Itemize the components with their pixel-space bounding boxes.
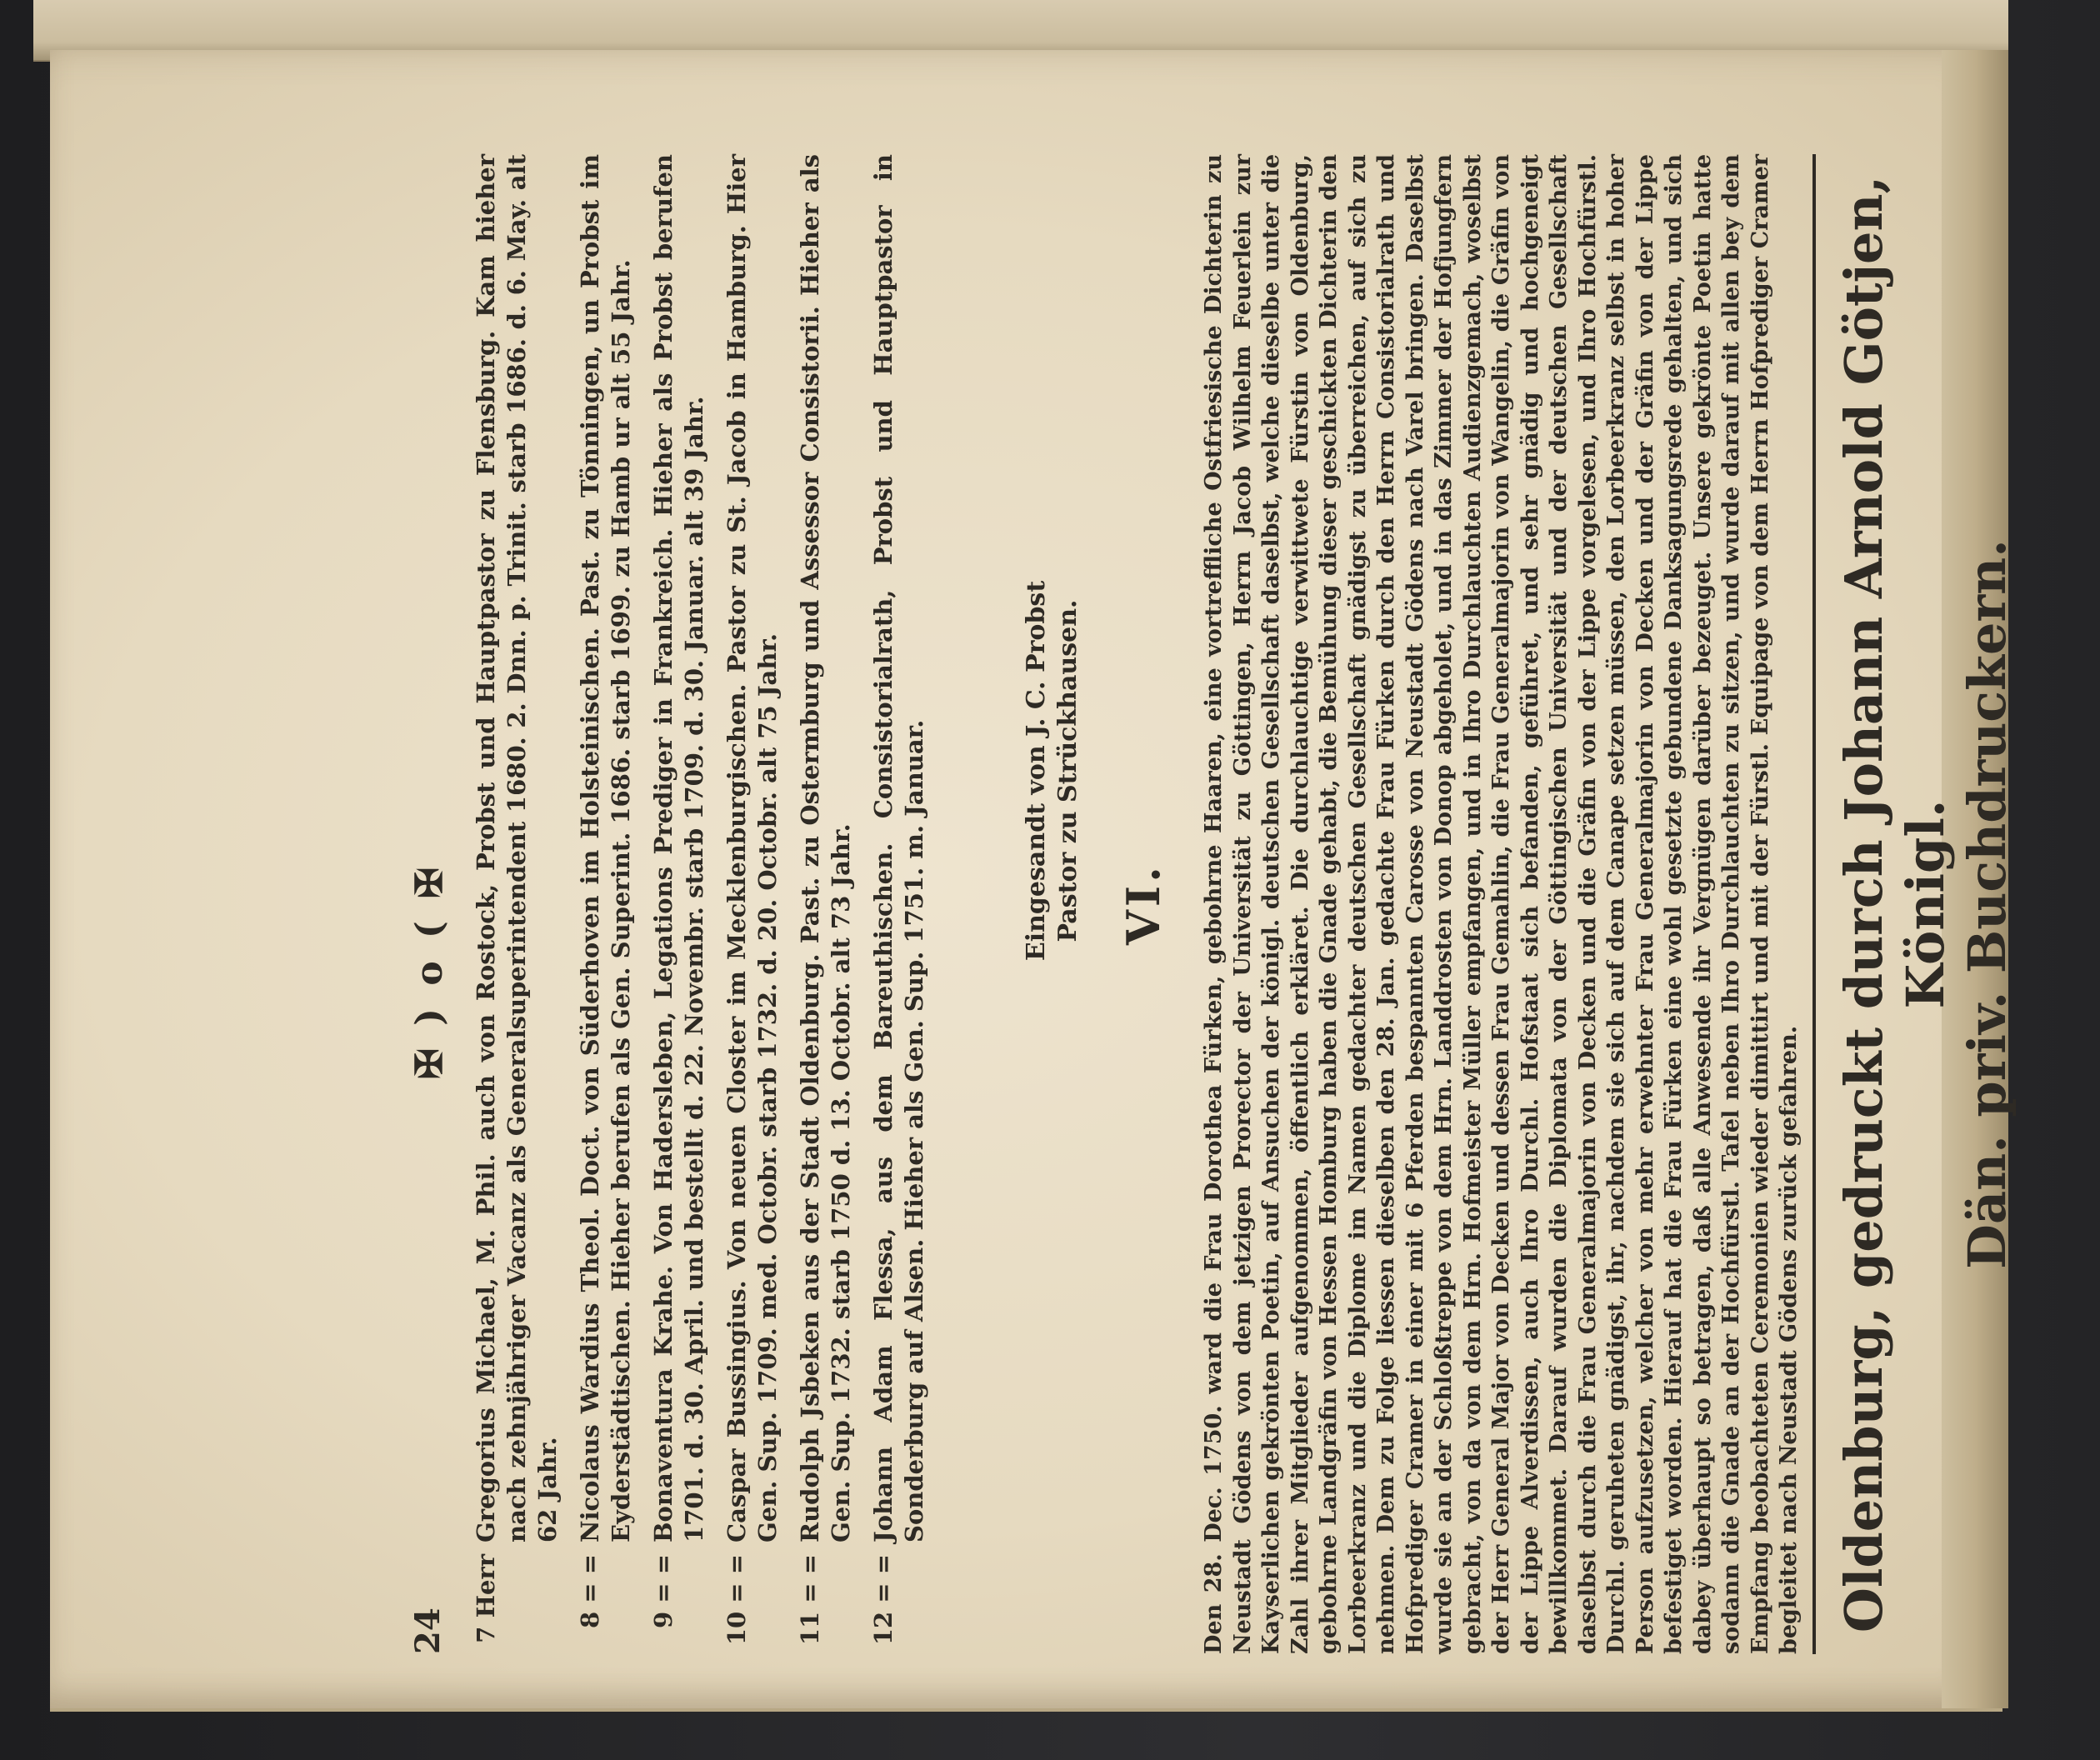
section-heading: VI.: [1117, 863, 1170, 945]
entry-number: 8 = =: [576, 1554, 604, 1628]
imprint-line-2: Dän. priv. Buchdruckern.: [1957, 539, 2018, 1269]
signature-line-2: Pastor zu Strückhausen.: [1053, 599, 1082, 942]
entry-number: 10 = =: [722, 1554, 751, 1646]
list-item: [648, 154, 710, 1654]
list-item: [575, 154, 637, 1654]
printer-imprint: [1833, 129, 2018, 1679]
entry-number: 7 Herr: [472, 1554, 500, 1643]
signature-block: [1021, 129, 1084, 1679]
entry-number: 11 = =: [796, 1554, 824, 1646]
rotated-text-block: [283, 129, 2018, 1679]
running-head-ornament: ✠ ) o ( ✠: [408, 862, 451, 1079]
entry-number: 12 = =: [869, 1554, 898, 1646]
list-item: [868, 154, 930, 1654]
entry-text: Nicolaus Wardius Theol. Doct. von Süderhoven im Holsteinischen. Past. zu Tönningen, un Probst im Eyderstädtischen. Hieher berufen als Gen. Superint. 1686. starb 1699. zu Hamb ur alt 55 Jahr.: [576, 154, 635, 1542]
entry-text: Johann Adam Flessa, aus dem Bareuthischen. Consistorialrath, Probst und Hauptpastor in Sonderburg auf Alsen. Hieher als Gen. Sup. 1751. m. Januar.: [869, 154, 928, 1542]
entry-text: Gregorius Michael, M. Phil. auch von Rostock, Probst und Hauptpastor zu Flensburg. Kam hieher nach zehnjähriger Vacanz als Generalsuperintendent 1680. 2. Dnn. p. Trinit. starb 1686. d. 6. May. alt 62 Jahr.: [472, 154, 562, 1542]
signature-line-1: Eingesandt von J. C. Probst: [1022, 580, 1051, 962]
entry-text: Bonaventura Krahe. Von Hadersleben, Legations Prediger in Frankreich. Hieher als Probst berufen 1701. d. 30. April. und bestellt d. 22. Novembr. starb 1709. d. 30. Januar. alt 39 Jahr.: [649, 154, 708, 1542]
entry-text: Rudolph Jsbeken aus der Stadt Oldenburg. Past. zu Ostermburg und Assessor Consistorii. Hieher als Gen. Sup. 1732. starb 1750 d. 13. Octobr. alt 73 Jahr.: [796, 154, 855, 1542]
list-item: [722, 154, 783, 1654]
list-item: [795, 154, 857, 1654]
imprint-line-1: Oldenburg, gedruckt durch Johann Arnold Götjen, Königl.: [1833, 175, 1956, 1633]
imprint-divider: [1812, 154, 1816, 1654]
body-paragraph: Den 28. Dec. 1750. ward die Frau Dorothea Fürken, gebohrne Haaren, eine vortreffliche Ostfriesische Dichterin zu Neustadt Gödens von dem jetzigen Prorector der Universität zu Göttingen, Herrn Jacob Wilhelm Feuerlein zur Kayserlichen gekrönten Poetin, auf Ansuchen der königl. deutschen Gesellschaft daselbst, welche dieselbe unter die Zahl ihrer Mitglieder aufgenommen, öffentlich erkläret. Die durchlauchtige verwittwete Fürstin von Oldenburg, gebohrne Landgräfin von Hessen Homburg haben die Gnade gehabt, die Bemühung dieser geschickten Dichterin den Lorbeerkranz und die Diplome im Namen gedachter deutschen Gesellschaft gnädigst zu überreichen, auf sich zu nehmen. Dem zu Folge liessen dieselben den 28. Jan. gedachte Frau Fürken durch den Herrn Consistorialrath und Hofprediger Cramer in einer mit 6 Pferden bespannten Carosse von Neustadt Gödens nach Varel bringen. Daselbst wurde sie an der Schloßtreppe von dem Hrn. Landdrosten von Donop abgeholet, und in das Zimmer der Hofjungfern gebracht, von da von dem Hrn. Hofmeister Müller empfangen, und in Ihro Durchlauchten Audienzgemach, woselbst der Herr General Major von Decken und dessen Frau Gemahlin, die Frau Generalmajorin von Wangelin, die Gräfin von der Lippe Alverdissen, auch Ihro Durchl. Hofstaat sich befanden, geführet, und sehr gnädig und hochgeneigt bewillkommet. Darauf wurden die Diplomata von der Göttingischen Universität und der deutschen Gesellschaft daselbst durch die Frau Generalmajorin von Decken und die Gräfin von der Lippe vorgelesen, und Ihro Hochfürstl. Durchl. geruheten gnädigst, ihr, nachdem sie sich auf dem Canape setzen müssen, den Lorbeerkranz selbst in hoher Person aufzusetzen, welcher von mehr erwehnter Frau Generalmajorin von Decken und der Gräfin von der Lippe befestiget worden. Hierauf hat die Frau Fürken eine wohl gesetzte gebundene Danksagungsrede gehalten, und sich dabey überhaupt so betragen, daß alle Anwesende ihr Vergnügen darüber bezeuget. Unsere gekrönte Poetin hatte sodann die Gnade an der Hochfürstl. Tafel neben Ihro Durchlauchten zu sitzen, und wurde darauf mit allen bey dem Empfang beobachteten Ceremonien wieder dimittirt und mit der Fürstl. Equipage von dem Herrn Hofprediger Cramer begleitet nach Neustadt Gödens zurück gefahren.: [1201, 154, 1802, 1654]
superintendent-list: [471, 154, 942, 1654]
page-number: 24: [408, 1608, 448, 1654]
entry-number: 9 = =: [649, 1554, 678, 1628]
entry-text: Caspar Bussingius. Von neuen Closter im Mecklenburgischen. Pastor zu St. Jacob in Hamburg. Hier Gen. Sup. 1709. med. Octobr. starb 1732. d. 20. Octobr. alt 75 Jahr.: [722, 154, 782, 1542]
list-item: [471, 154, 563, 1654]
